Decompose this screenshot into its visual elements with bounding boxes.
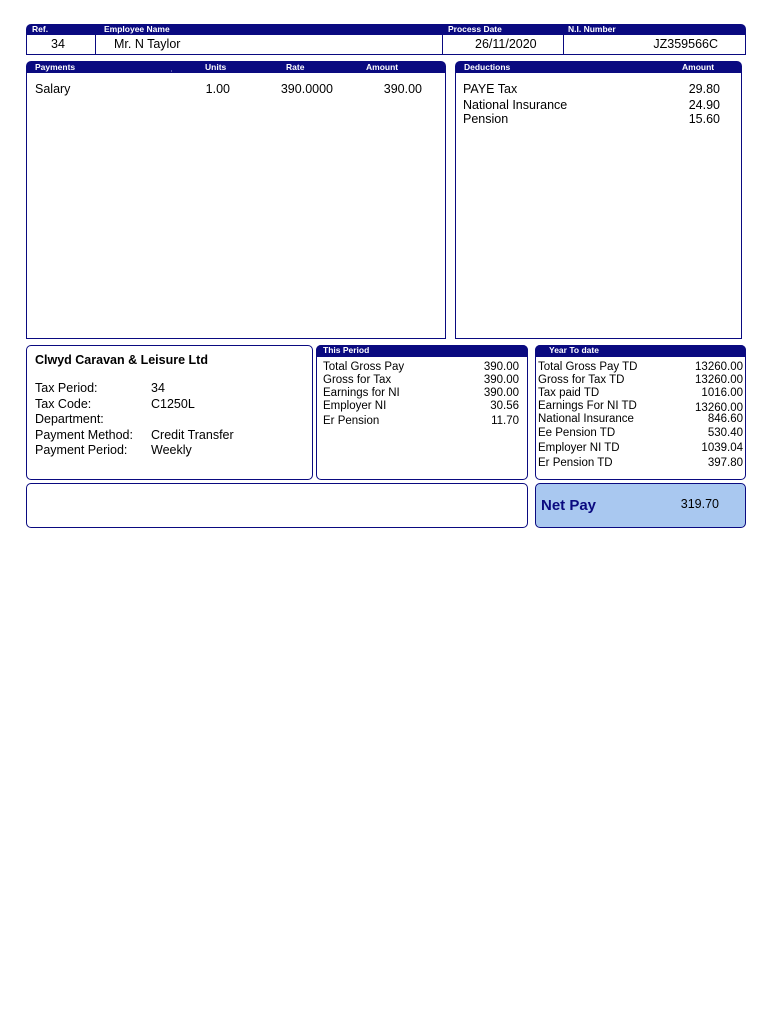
year-to-date-header: Year To date: [549, 345, 599, 355]
this-period-label: Earnings for NI: [323, 387, 400, 399]
ref-value: 34: [51, 37, 65, 51]
this-period-value: 390.00: [483, 374, 519, 386]
this-period-label: Total Gross Pay: [323, 361, 405, 373]
ytd-label: Er Pension TD: [538, 457, 613, 469]
deductions-amount-header: Amount: [682, 62, 715, 72]
ytd-label: Tax paid TD: [538, 387, 600, 399]
process-date-value: 26/11/2020: [475, 37, 537, 51]
this-period-value: 11.70: [491, 415, 519, 427]
company-name: Clwyd Caravan & Leisure Ltd: [35, 353, 208, 367]
payment-units: 1.00: [205, 82, 230, 96]
deduction-desc: Pension: [463, 112, 509, 126]
net-pay-value: 319.70: [680, 497, 719, 511]
payments-amount-header: Amount: [366, 62, 399, 72]
ytd-value: 13260.00: [695, 361, 743, 373]
this-period-value: 30.56: [490, 400, 519, 412]
company-value: Weekly: [151, 443, 192, 457]
net-pay-label: Net Pay: [541, 497, 597, 514]
payments-panel: [26, 72, 446, 339]
ytd-value: 530.40: [707, 427, 743, 439]
ytd-value: 397.80: [707, 457, 743, 469]
deduction-amount: 24.90: [688, 98, 720, 112]
deduction-desc: National Insurance: [463, 98, 568, 112]
company-label: Payment Period:: [35, 443, 128, 457]
company-value: C1250L: [151, 397, 195, 411]
ytd-value: 1039.04: [701, 442, 743, 454]
ytd-label: Earnings For NI TD: [538, 400, 637, 412]
company-label: Tax Period:: [35, 381, 98, 395]
ref-header: Ref.: [32, 24, 49, 34]
ni-number-value: JZ359566C: [653, 37, 718, 51]
this-period-label: Gross for Tax: [323, 374, 392, 386]
payment-desc: Salary: [35, 82, 71, 96]
this-period-header: This Period: [323, 345, 370, 355]
deduction-desc: PAYE Tax: [463, 82, 518, 96]
deduction-amount: 15.60: [688, 112, 720, 126]
this-period-value: 390.00: [483, 361, 519, 373]
this-period-value: 390.00: [483, 387, 519, 399]
ytd-label: National Insurance: [538, 413, 634, 425]
company-label: Tax Code:: [35, 397, 92, 411]
units-header: Units: [205, 62, 227, 72]
ytd-value: 13260.00: [695, 402, 743, 414]
ni-number-header: N.I. Number: [568, 24, 616, 34]
employee-name-header: Employee Name: [104, 24, 170, 34]
company-value: Credit Transfer: [151, 428, 234, 442]
rate-header: Rate: [286, 62, 305, 72]
payments-header: Payments: [35, 62, 76, 72]
ytd-label: Total Gross Pay TD: [538, 361, 638, 373]
ytd-label: Employer NI TD: [538, 442, 620, 454]
payment-rate: 390.0000: [280, 82, 333, 96]
company-label: Department:: [35, 412, 104, 426]
this-period-label: Employer NI: [323, 400, 387, 412]
deductions-header: Deductions: [464, 62, 511, 72]
ytd-value: 846.60: [707, 413, 743, 425]
ytd-label: Ee Pension TD: [538, 427, 616, 439]
company-label: Payment Method:: [35, 428, 133, 442]
employee-name-value: Mr. N Taylor: [114, 37, 181, 51]
message-box: [26, 483, 528, 528]
ytd-label: Gross for Tax TD: [538, 374, 625, 386]
company-value: 34: [151, 381, 165, 395]
this-period-label: Er Pension: [323, 415, 380, 427]
ytd-value: 13260.00: [695, 374, 743, 386]
process-date-header: Process Date: [448, 24, 502, 34]
payment-amount: 390.00: [383, 82, 422, 96]
deduction-amount: 29.80: [688, 82, 720, 96]
ytd-value: 1016.00: [701, 387, 743, 399]
